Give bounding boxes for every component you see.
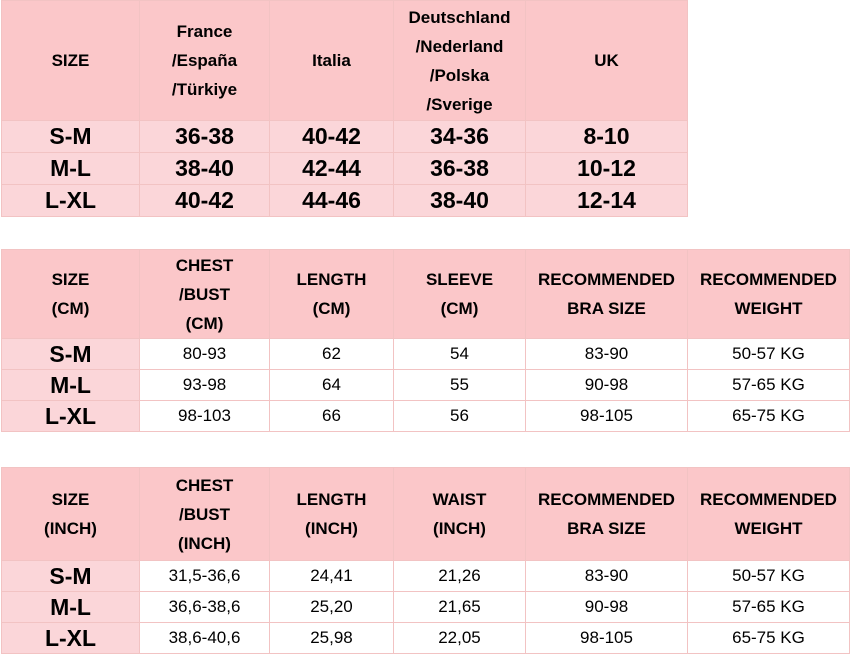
table-cell: 25,20 <box>270 592 394 623</box>
table-cell: 57-65 KG <box>688 370 850 401</box>
table-cell: 38-40 <box>394 185 526 217</box>
table-row <box>2 370 850 401</box>
table-cell: 12-14 <box>526 185 688 217</box>
table1-header-italia <box>270 1 394 121</box>
table3-header-length <box>270 468 394 561</box>
header-line: /Türkiye <box>171 80 238 99</box>
header-line: /Nederland <box>415 36 504 56</box>
table3-header-weight <box>688 468 850 561</box>
header-line: SIZE <box>51 51 90 70</box>
table-row <box>2 121 688 153</box>
table3-header-waist <box>394 468 526 561</box>
header-line: /Polska <box>429 65 490 85</box>
table-cell: 40-42 <box>140 185 270 217</box>
header-line: UK <box>594 51 619 70</box>
header-line: France <box>176 22 233 41</box>
table-cell: 38-40 <box>140 153 270 185</box>
table-cell: 22,05 <box>394 623 526 654</box>
table1-header-size <box>2 1 140 121</box>
table-cell: 90-98 <box>526 592 688 623</box>
size-cell: M-L <box>2 153 140 185</box>
table-cell: 93-98 <box>140 370 270 401</box>
table-cell: 24,41 <box>270 561 394 592</box>
table-cell: 42-44 <box>270 153 394 185</box>
table-cell: 21,26 <box>394 561 526 592</box>
table2-header-sleeve <box>394 250 526 339</box>
header-line: SIZE <box>51 490 90 509</box>
table-row <box>2 592 850 623</box>
header-line: LENGTH <box>296 490 367 509</box>
size-cell: M-L <box>2 370 140 401</box>
table-cell: 36,6-38,6 <box>140 592 270 623</box>
header-line: (CM) <box>185 313 224 333</box>
table2-header-length <box>270 250 394 339</box>
table2-header-size <box>2 250 140 339</box>
header-line: SIZE <box>51 270 90 289</box>
table-cell: 40-42 <box>270 121 394 153</box>
table-row <box>2 561 850 592</box>
header-line: /BUST <box>179 504 230 524</box>
table2-header-chest <box>140 250 270 339</box>
table1-header-france <box>140 1 270 121</box>
header-line: WEIGHT <box>734 299 803 318</box>
header-line: CHEST <box>175 475 234 495</box>
table-cell: 62 <box>270 339 394 370</box>
table2-header-row <box>2 250 850 339</box>
table-cell: 98-103 <box>140 401 270 432</box>
header-line: RECOMMENDED <box>538 270 675 289</box>
header-line: CHEST <box>175 255 234 275</box>
table-cell: 55 <box>394 370 526 401</box>
table-cell: 64 <box>270 370 394 401</box>
header-line: (CM) <box>440 299 479 318</box>
header-line: BRA SIZE <box>567 519 646 538</box>
table-cell: 98-105 <box>526 401 688 432</box>
header-line: (CM) <box>51 299 90 318</box>
table-cell: 66 <box>270 401 394 432</box>
table-cell: 65-75 KG <box>688 401 850 432</box>
header-line: RECOMMENDED <box>700 490 837 509</box>
table-cell: 50-57 KG <box>688 561 850 592</box>
header-line: WEIGHT <box>734 519 803 538</box>
table-cell: 54 <box>394 339 526 370</box>
header-line: RECOMMENDED <box>538 490 675 509</box>
size-cell: M-L <box>2 592 140 623</box>
table-cell: 56 <box>394 401 526 432</box>
size-cell: L-XL <box>2 623 140 654</box>
table-cell: 80-93 <box>140 339 270 370</box>
header-line: Italia <box>312 51 351 70</box>
size-cell: S-M <box>2 339 140 370</box>
table-cell: 10-12 <box>526 153 688 185</box>
header-line: SLEEVE <box>425 270 494 289</box>
table-cell: 8-10 <box>526 121 688 153</box>
header-line: /España <box>171 51 238 70</box>
table-cell: 57-65 KG <box>688 592 850 623</box>
header-line: RECOMMENDED <box>700 270 837 289</box>
table-row <box>2 339 850 370</box>
header-line: WAIST <box>432 490 487 509</box>
header-line: /BUST <box>179 284 230 304</box>
table3-header-bra <box>526 468 688 561</box>
size-cell: S-M <box>2 561 140 592</box>
header-line: Deutschland <box>408 7 511 27</box>
table1-header-deutschland <box>394 1 526 121</box>
header-line: LENGTH <box>296 270 367 289</box>
table1-header-uk <box>526 1 688 121</box>
table-cell: 21,65 <box>394 592 526 623</box>
table-cell: 90-98 <box>526 370 688 401</box>
table-row <box>2 401 850 432</box>
table3-header-row <box>2 468 850 561</box>
inch-measurements-table <box>1 467 850 654</box>
table-row <box>2 623 850 654</box>
table-row <box>2 185 688 217</box>
table1-header-row <box>2 1 688 121</box>
cm-measurements-table <box>1 249 850 432</box>
header-line: (CM) <box>312 299 351 318</box>
table-cell: 36-38 <box>394 153 526 185</box>
table-cell: 98-105 <box>526 623 688 654</box>
table-cell: 83-90 <box>526 561 688 592</box>
table-cell: 50-57 KG <box>688 339 850 370</box>
table3-header-chest <box>140 468 270 561</box>
table-cell: 65-75 KG <box>688 623 850 654</box>
size-cell: L-XL <box>2 401 140 432</box>
size-cell: L-XL <box>2 185 140 217</box>
table-cell: 38,6-40,6 <box>140 623 270 654</box>
size-cell: S-M <box>2 121 140 153</box>
header-line: (INCH) <box>178 533 231 553</box>
header-line: (INCH) <box>305 519 358 538</box>
table-cell: 31,5-36,6 <box>140 561 270 592</box>
table-cell: 36-38 <box>140 121 270 153</box>
table3-header-size <box>2 468 140 561</box>
table-cell: 25,98 <box>270 623 394 654</box>
header-line: /Sverige <box>426 94 493 114</box>
header-line: (INCH) <box>433 519 486 538</box>
table-row <box>2 153 688 185</box>
table2-header-weight <box>688 250 850 339</box>
table-cell: 34-36 <box>394 121 526 153</box>
table2-header-bra <box>526 250 688 339</box>
table-cell: 44-46 <box>270 185 394 217</box>
table-cell: 83-90 <box>526 339 688 370</box>
header-line: (INCH) <box>44 519 97 538</box>
size-conversion-table <box>1 0 688 217</box>
header-line: BRA SIZE <box>567 299 646 318</box>
